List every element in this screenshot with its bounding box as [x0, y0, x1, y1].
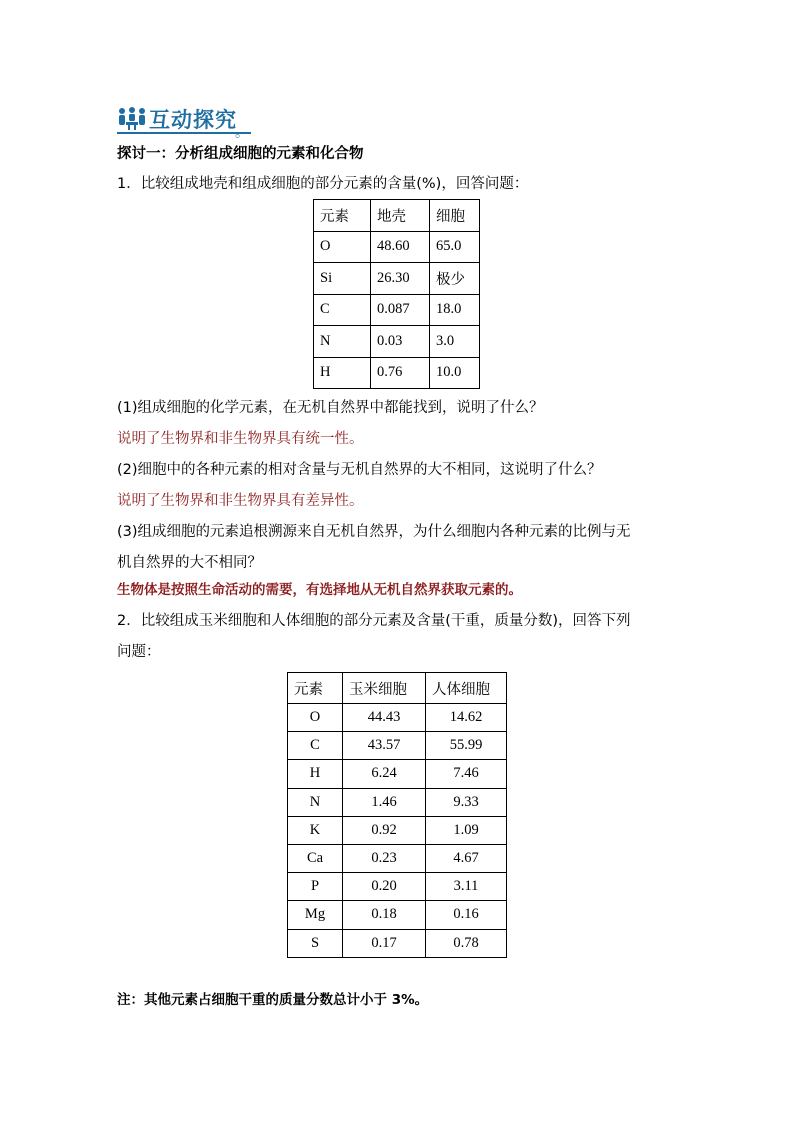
- table-cell: 0.087: [371, 294, 430, 326]
- table-cell: 0.23: [343, 844, 426, 872]
- table-cell: 0.78: [426, 929, 507, 957]
- table-cell: Mg: [288, 901, 343, 929]
- table-cell: 6.24: [343, 760, 426, 788]
- table-note: 注：其他元素占细胞干重的质量分数总计小于 3%。: [117, 992, 429, 1008]
- question-2-intro-line1: 2．比较组成玉米细胞和人体细胞的部分元素及含量(干重，质量分数)，回答下列: [117, 613, 631, 629]
- table-header-cell: 细胞: [430, 200, 480, 232]
- table-row: [288, 732, 507, 760]
- table-row: [314, 326, 480, 358]
- banner-underline: [117, 132, 251, 134]
- table-cell: 极少: [430, 263, 480, 295]
- corn-human-table: [287, 672, 507, 958]
- sub-question-3-line2: 机自然界的大不相同？: [117, 555, 262, 571]
- table-cell: P: [288, 873, 343, 901]
- table-cell: 9.33: [426, 788, 507, 816]
- sub-question-2: (2)细胞中的各种元素的相对含量与无机自然界的大不相同，这说明了什么？: [117, 462, 602, 478]
- answer-3: 生物体是按照生命活动的需要，有选择地从无机自然界获取元素的。: [117, 582, 522, 598]
- table-cell: 1.46: [343, 788, 426, 816]
- table-row: [288, 704, 507, 732]
- table-cell: 3.11: [426, 873, 507, 901]
- table-row: [288, 788, 507, 816]
- table-row: [314, 231, 480, 263]
- table-cell: C: [314, 294, 371, 326]
- table-row: [288, 760, 507, 788]
- table-cell: O: [314, 231, 371, 263]
- people-discussion-icon: [117, 106, 147, 130]
- table-header-row: [314, 200, 480, 232]
- table-header-row: [288, 673, 507, 704]
- table-row: [314, 357, 480, 389]
- table-cell: N: [314, 326, 371, 358]
- table-header-cell: 玉米细胞: [343, 673, 426, 704]
- table-cell: 43.57: [343, 732, 426, 760]
- table-row: [314, 294, 480, 326]
- sub-question-3-line1: (3)组成细胞的元素追根溯源来自无机自然界，为什么细胞内各种元素的比例与无: [117, 524, 631, 540]
- table-header-cell: 地壳: [371, 200, 430, 232]
- table-cell: Si: [314, 263, 371, 295]
- table-cell: N: [288, 788, 343, 816]
- table-row: [288, 844, 507, 872]
- table-cell: 26.30: [371, 263, 430, 295]
- table-cell: 0.20: [343, 873, 426, 901]
- table-cell: 65.0: [430, 231, 480, 263]
- table-cell: H: [288, 760, 343, 788]
- table-cell: 48.60: [371, 231, 430, 263]
- crust-cell-table: [313, 199, 480, 389]
- table-header-cell: 元素: [288, 673, 343, 704]
- table-cell: 14.62: [426, 704, 507, 732]
- table-cell: 0.16: [426, 901, 507, 929]
- section-heading: 探讨一：分析组成细胞的元素和化合物: [117, 146, 364, 162]
- table-row: [288, 901, 507, 929]
- question-1-intro: 1．比较组成地壳和组成细胞的部分元素的含量(%)，回答问题：: [117, 176, 529, 192]
- table-cell: 1.09: [426, 816, 507, 844]
- table-cell: 4.67: [426, 844, 507, 872]
- table-cell: 3.0: [430, 326, 480, 358]
- question-2-intro-line2: 问题：: [117, 644, 161, 660]
- table-cell: 0.92: [343, 816, 426, 844]
- table-row: [288, 929, 507, 957]
- table-cell: O: [288, 704, 343, 732]
- table-row: [288, 873, 507, 901]
- table-cell: 0.76: [371, 357, 430, 389]
- table-header-cell: 人体细胞: [426, 673, 507, 704]
- table-cell: 55.99: [426, 732, 507, 760]
- table-cell: H: [314, 357, 371, 389]
- table-cell: K: [288, 816, 343, 844]
- table-header-cell: 元素: [314, 200, 371, 232]
- answer-2: 说明了生物界和非生物界具有差异性。: [117, 493, 364, 509]
- table-cell: S: [288, 929, 343, 957]
- banner-title: 互动探究: [149, 108, 237, 132]
- answer-1: 说明了生物界和非生物界具有统一性。: [117, 431, 364, 447]
- table-cell: 10.0: [430, 357, 480, 389]
- table-cell: C: [288, 732, 343, 760]
- table-cell: 0.18: [343, 901, 426, 929]
- table-cell: 18.0: [430, 294, 480, 326]
- table-row: [314, 263, 480, 295]
- table-cell: Ca: [288, 844, 343, 872]
- table-cell: 44.43: [343, 704, 426, 732]
- table-cell: 0.17: [343, 929, 426, 957]
- sub-question-1: (1)组成细胞的化学元素，在无机自然界中都能找到，说明了什么？: [117, 400, 544, 416]
- table-row: [288, 816, 507, 844]
- table-cell: 0.03: [371, 326, 430, 358]
- table-cell: 7.46: [426, 760, 507, 788]
